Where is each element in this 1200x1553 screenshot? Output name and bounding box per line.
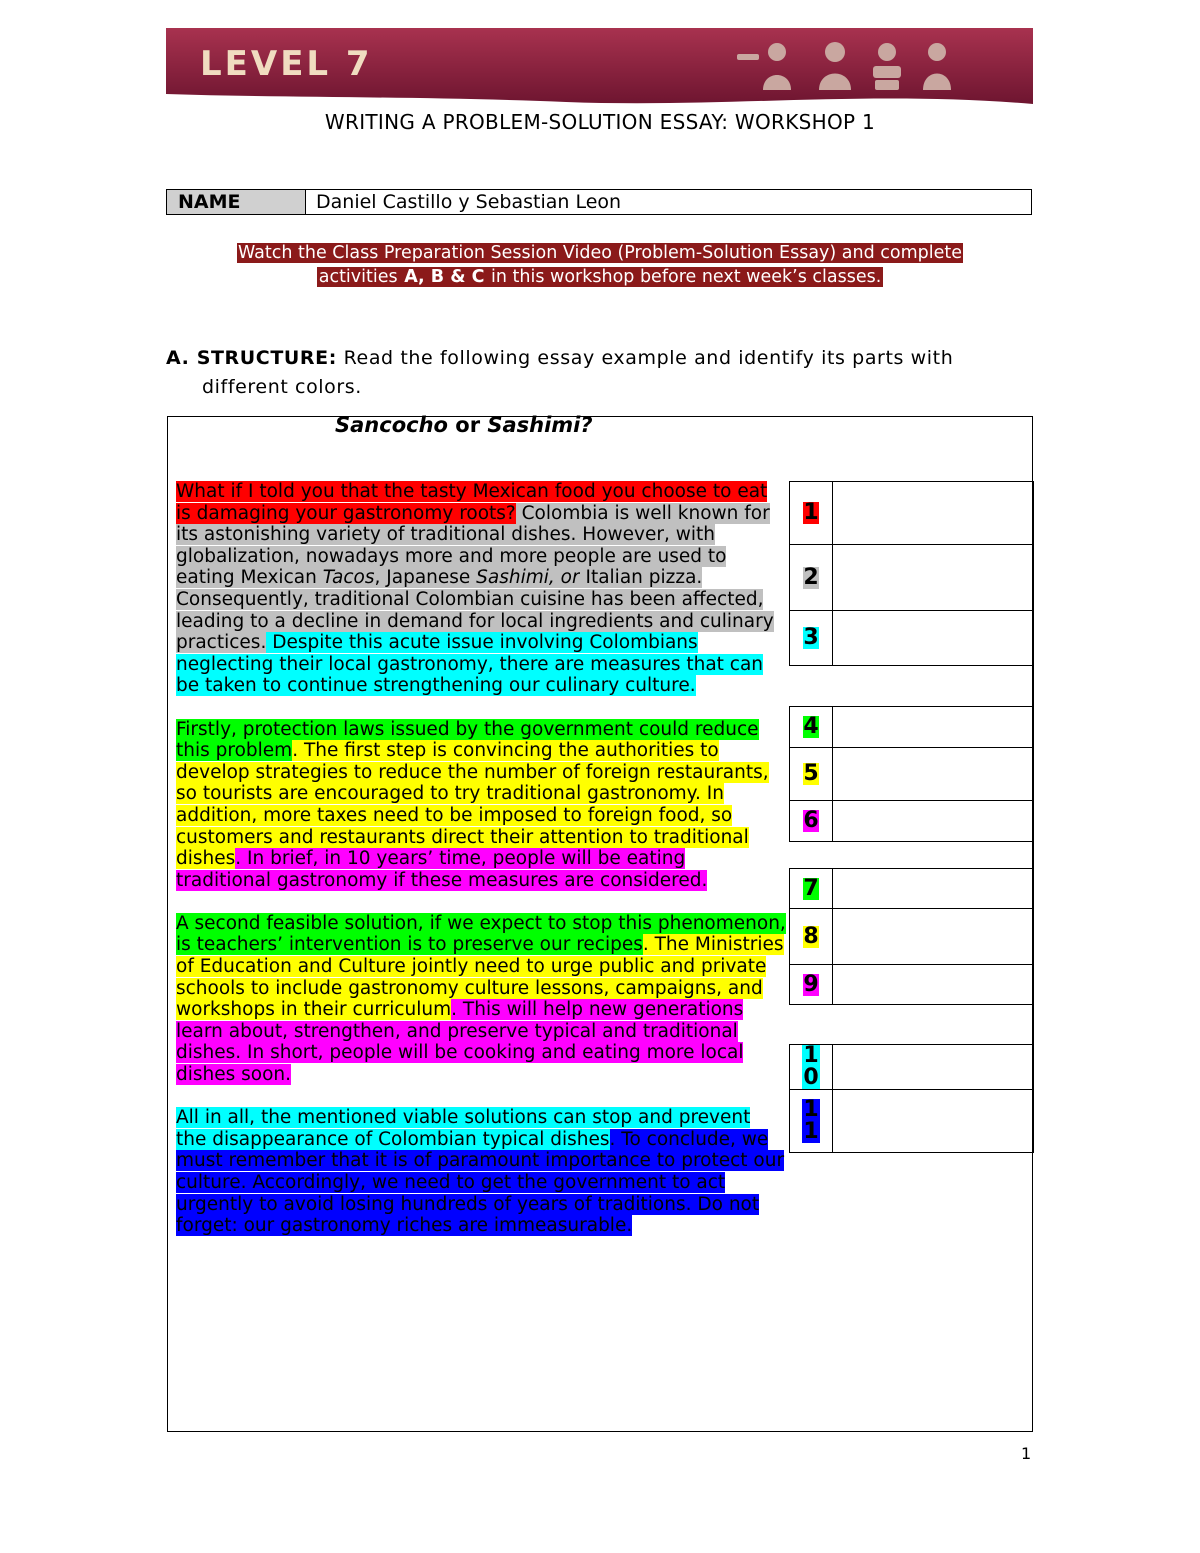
students-icon [735, 40, 975, 92]
notice-activities: A, B & C [404, 267, 485, 287]
key-row [790, 1090, 1034, 1153]
key-answer-cell[interactable] [833, 707, 1034, 748]
key-answer-cell[interactable] [833, 801, 1034, 842]
key-number-cell [790, 707, 833, 748]
key-row [790, 611, 1034, 666]
key-row [790, 482, 1034, 545]
key-row [790, 1045, 1034, 1090]
key-number: 9 [803, 971, 819, 997]
essay-title-part: Sancocho [335, 413, 448, 437]
key-answer-cell[interactable] [833, 611, 1034, 666]
background-highlight[interactable]: Sashimi [476, 567, 549, 589]
key-spacer [790, 842, 1034, 869]
key-number-cell [790, 869, 833, 909]
key-row [790, 748, 1034, 801]
key-number-cell [790, 801, 833, 842]
thesis-highlight[interactable]: Despite this acute issue involving Colombians neglecting their local gastronomy, there are measures that can be taken to continue strengthening our culinary culture. [176, 632, 764, 697]
background-highlight[interactable]: Colombia is well known for its astonishing variety of traditional dishes. However, with globalization, nowadays more and more people are used to eating Mexican [176, 502, 770, 589]
essay-paragraph-intro [176, 481, 786, 697]
key-answer-cell[interactable] [833, 1090, 1034, 1153]
key-answer-cell[interactable] [833, 909, 1034, 965]
page-title: WRITING A PROBLEM-SOLUTION ESSAY: WORKSHOP 1 [324, 110, 876, 134]
notice-text: in this workshop before next week’s classes. [485, 267, 882, 287]
key-number-cell [790, 482, 833, 545]
final-thought-highlight[interactable]: . To conclude, we must remember that it is of paramount importance to protect our culture. Accordingly, we need to get the government to act urgently to avoid losing hundreds of years of traditions. Do not forget: our gastronomy riches are immeasurable. [176, 1128, 785, 1237]
section-a-instruction [166, 344, 1032, 402]
notice-text: activities [318, 267, 404, 287]
key-answer-cell[interactable] [833, 482, 1034, 545]
essay-body [176, 481, 786, 1258]
key-row [790, 909, 1034, 965]
supporting-details-highlight[interactable]: . The Ministries of Education and Culture jointly need to urge public and private schools to include gastronomy culture lessons, campaigns, and workshops in their curriculum [176, 934, 784, 1021]
key-number: 4 [803, 714, 819, 739]
background-highlight[interactable]: , or [548, 567, 580, 589]
background-highlight[interactable]: , Japanese [374, 567, 477, 589]
background-highlight[interactable]: Tacos [322, 567, 375, 589]
essay-paragraph-conclusion [176, 1107, 786, 1237]
key-answer-cell[interactable] [833, 545, 1034, 611]
key-number: 3 [803, 625, 819, 650]
essay-title-part: or [447, 413, 488, 437]
key-number-cell [790, 1090, 833, 1153]
key-row [790, 801, 1034, 842]
topic-sentence-highlight[interactable]: A second feasible solution, if we expect to stop this phenomenon, is teachers’ intervention is to preserve our recipes [176, 912, 786, 956]
concluding-sentence-highlight[interactable]: . In brief, in 10 years’ time, people will be eating traditional gastronomy if these measures are considered. [176, 848, 708, 891]
key-number-cell [790, 909, 833, 965]
section-a-text-1: Read the following essay example and identify its parts with [336, 347, 954, 369]
key-number: 1 [803, 500, 819, 525]
section-a-text-2: different colors. [202, 376, 362, 398]
key-row [790, 869, 1034, 909]
key-number-cell [790, 748, 833, 801]
name-row [166, 189, 1032, 215]
key-row [790, 707, 1034, 748]
key-number-cell [790, 611, 833, 666]
key-number: 2 [803, 564, 819, 590]
concluding-sentence-highlight[interactable]: . This will help new generations learn about, strengthen, and preserve typical and traditional dishes. In short, people will be cooking and eating more local dishes soon. [176, 999, 744, 1086]
key-spacer [790, 1005, 1034, 1045]
instructions-notice [0, 241, 1200, 289]
essay-title [335, 413, 593, 437]
essay-paragraph-body-1 [176, 719, 786, 892]
background-highlight[interactable]: Italian pizza. Consequently, traditional Colombian cuisine has been affected, leading to a decline in demand for local ingredients and culinary practices. [176, 567, 774, 654]
essay-paragraph-body-2 [176, 913, 786, 1086]
parts-key-table [789, 481, 1034, 1153]
topic-sentence-highlight[interactable]: Firstly, protection laws issued by the government could reduce this problem [176, 718, 759, 762]
key-number: 11 [803, 1097, 819, 1144]
key-row [790, 545, 1034, 611]
key-number: 10 [803, 1043, 819, 1090]
key-number-cell [790, 545, 833, 611]
restated-thesis-highlight[interactable]: All in all, the mentioned viable solutions can stop and prevent the disappearance of Colombian typical dishes [176, 1107, 751, 1150]
name-field[interactable]: Daniel Castillo y Sebastian Leon [316, 191, 622, 213]
supporting-details-highlight[interactable]: . The first step is convincing the authorities to develop strategies to reduce the number of foreign restaurants, so tourists are encouraged to try traditional gastronomy. In addition, more taxes need to be imposed to foreign food, so customers and restaurants direct their attention to traditional dishes [176, 740, 769, 870]
key-answer-cell[interactable] [833, 748, 1034, 801]
key-number: 7 [803, 875, 819, 901]
name-label: NAME [167, 190, 306, 214]
level-label: LEVEL 7 [200, 44, 373, 84]
key-answer-cell[interactable] [833, 869, 1034, 909]
essay-title-part: Sashimi [487, 413, 581, 437]
key-number: 6 [803, 808, 819, 833]
key-number-cell [790, 965, 833, 1005]
key-number-cell [790, 1045, 833, 1090]
key-answer-cell[interactable] [833, 965, 1034, 1005]
key-number: 8 [803, 923, 819, 949]
key-row [790, 965, 1034, 1005]
page-number: 1 [1021, 1444, 1032, 1463]
notice-line-1: Watch the Class Preparation Session Video (Problem-Solution Essay) and complete [237, 243, 963, 263]
key-spacer [790, 666, 1034, 707]
key-number: 5 [803, 761, 819, 786]
notice-line-2 [317, 267, 884, 287]
section-a-label: A. STRUCTURE: [166, 347, 337, 369]
key-answer-cell[interactable] [833, 1045, 1034, 1090]
hook-highlight[interactable]: What if I told you that the tasty Mexican food you choose to eat is damaging your gastronomy roots? [176, 481, 768, 524]
essay-title-part: ? [580, 413, 593, 437]
